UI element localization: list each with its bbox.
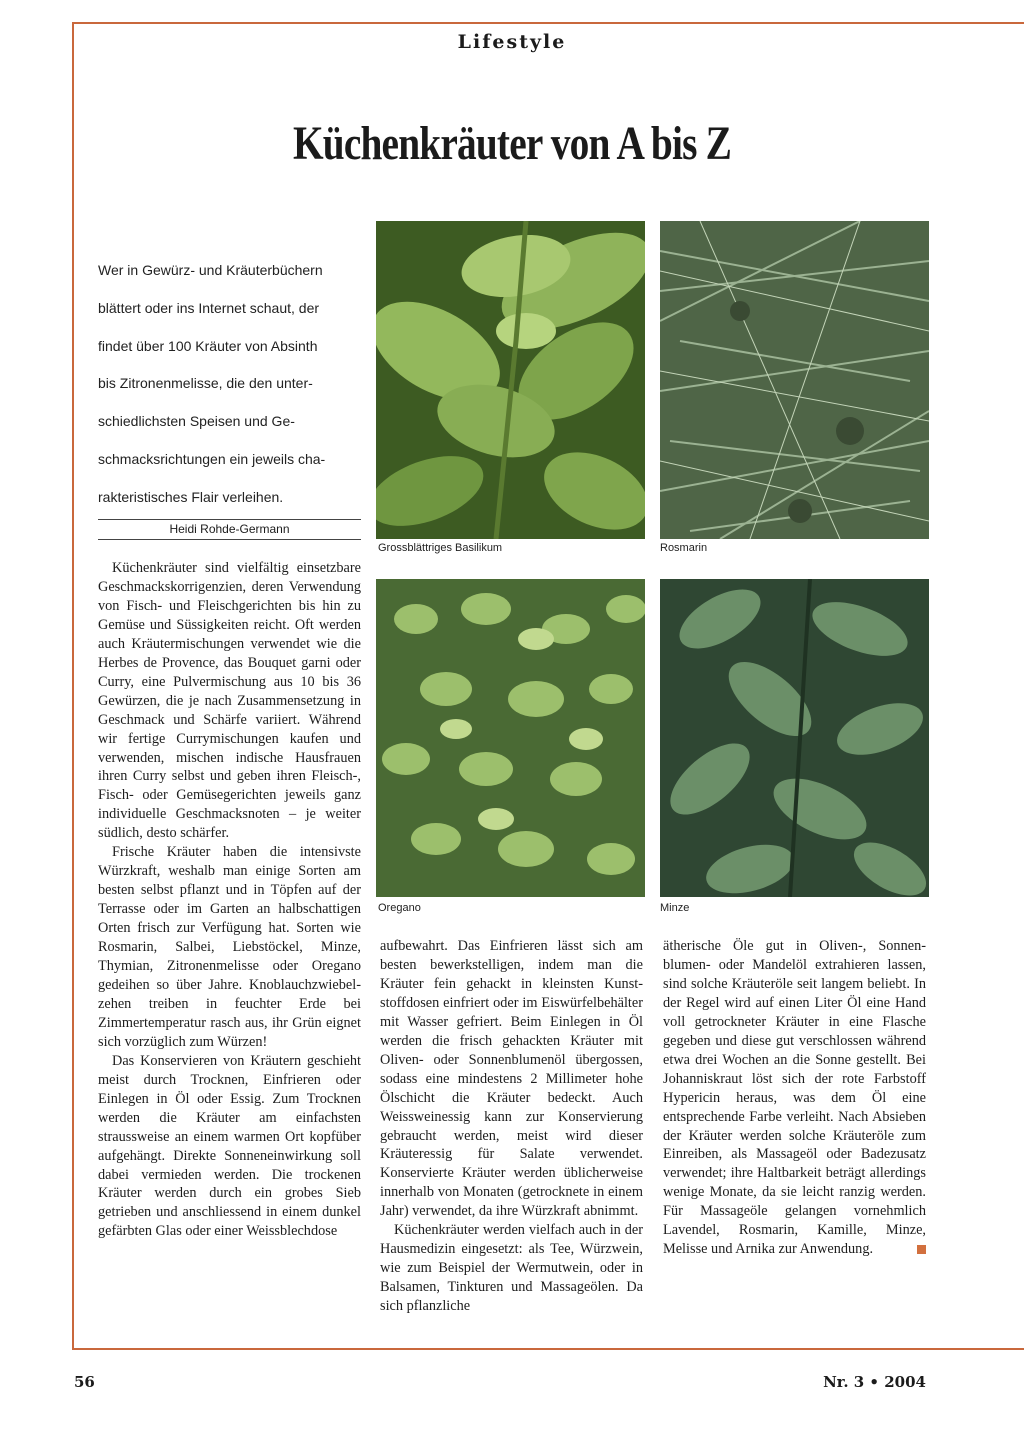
body-column-3 bbox=[663, 937, 926, 1259]
rosemary-caption: Rosmarin bbox=[660, 542, 708, 554]
lead-line: rakteristisches Flair verleihen. bbox=[98, 488, 284, 505]
body-paragraph: Küchenkräuter werden vielfach auch in der Hausmedizin eingesetzt: als Tee, Würzwein, wie zum Beispiel der Wermutwein, oder in Balsamen, Tinkturen und Massageölen. Da sich pflanzliche bbox=[380, 1222, 643, 1315]
basil-photo bbox=[376, 221, 645, 539]
body-column-2 bbox=[380, 937, 643, 1316]
page-number: 56 bbox=[74, 1373, 95, 1391]
mint-caption: Minze bbox=[660, 902, 690, 914]
author-rule-bottom bbox=[98, 539, 361, 540]
lead-paragraph bbox=[98, 252, 360, 517]
lead-line: bis Zitronenmelisse, die den unter- bbox=[98, 375, 313, 392]
lead-line: blättert oder ins Internet schaut, der bbox=[98, 299, 320, 316]
rosemary-photo bbox=[660, 221, 929, 539]
body-paragraph: Das Konservieren von Kräutern geschieht meist durch Trocknen, Einfrieren oder Einlegen in Öl oder Essig. Zum Trocknen werden die Kräuter am einfachsten straussweise an einem warmen Ort kopfüber aufgehängt. Direkte Sonneneinwirkung soll dabei vermieden werden. Die trockenen Kräuter werden durch ein grobes Sieb getrieben und anschliessend in einem dunkel gefärbten Glas oder einer Weissblechdose bbox=[98, 1052, 361, 1240]
author-rule-top bbox=[98, 519, 361, 520]
mint-photo bbox=[660, 579, 929, 897]
body-paragraph: Küchenkräuter sind vielfältig einsetzbare Geschmackskorrigenzien, deren Verwendung von Fisch- und Fleischgerichten bis hin zu Gemüse und Süssigkeiten reicht. Oft werden auch Kräutermischungen verwendet wie die Herbes de Provence, das Bouquet garni oder Curry, eine Pulvermischung aus 10 bis 36 Gewürzen, die je nach Zusammensetzung in Geschmack und Schärfe variiert. Während wir fertige Currymischungen kaufen und verwenden, mischen indische Hausfrauen ihren Curry selbst und geben ihren Fleisch-, Fisch- oder Gemüsegerichten jeweils ganz individuelle Geschmacksnoten – je weiter südlich, desto schärfer. bbox=[98, 560, 361, 842]
body-paragraph bbox=[663, 937, 926, 1259]
section-label: Lifestyle bbox=[457, 31, 567, 53]
end-mark bbox=[917, 1245, 926, 1254]
oregano-photo bbox=[376, 579, 645, 897]
body-paragraph: aufbewahrt. Das Einfrieren lässt sich am besten bewerkstelligen, indem man die Kräuter fein gehackt in kleinsten Kunststoffdosen einfriert oder im Eiswürfelbehälter mit Wasser gefriert. Beim Einlegen in Öl werden die frisch gehackten Kräuter mit Oliven- oder Sonnenblumenöl übergossen, sodass eine mindestens 2 Millimeter hohe Ölschicht die Kräuter bedeckt. Auch Weissweinessig kann zur Konservierung gebraucht werden, meist wird dieser Kräuteressig für Salate verwendet. Konservierte Kräuter werden üblicherweise innerhalb von Monaten (getrocknete in einem Jahr) verwendet, da ihre Würzkraft abnimmt. bbox=[380, 938, 643, 1220]
body-text: ätherische Öle gut in Oliven-, Sonnenblumen- oder Mandelöl extrahieren lassen, sind solche Kräuteröle seit langem beliebt. In der Regel wird auf einen Liter Öl eine Hand voll getrockneter Kräuter in eine Flasche gegeben und diese gut verschlossen während etwa drei Wochen an die Sonne gestellt. Bei Johanniskraut löst sich der rote Farbstoff Hypericin heraus, was dem Öl eine entsprechende Farbe verleiht. Nach Absieben der Kräuter werden solche Kräuteröle zum Einreiben, als Massageöl oder Badezusatz verwendet; ihre Haltbarkeit beträgt allerdings wenige Monate, da sie leicht ranzig werden. Für Massageöle gelangen vornehmlich Lavendel, Rosmarin, Kamille, Minze, Melisse und Arnika zur Anwendung. bbox=[663, 938, 926, 1258]
lead-line: schiedlichsten Speisen und Ge- bbox=[98, 413, 295, 430]
lead-line: schmacksrichtungen ein jeweils cha- bbox=[98, 450, 326, 467]
issue-label: Nr. 3 • 2004 bbox=[823, 1373, 926, 1391]
body-paragraph: Frische Kräuter haben die intensivste Würzkraft, weshalb man einige Sorten am besten selbst pflanzt und in Töpfen auf der Terrasse oder im Garten an halbschattigen Orten frisch zur Verfügung hat. Sorten wie Rosmarin, Salbei, Liebstöckel, Minze, Thymian, Zitronenmelisse oder Oregano gedeihen so über Jahre. Knoblauchzwiebelzehen treiben in feuchter Erde bei Zimmertemperatur rasch aus, ihr Grün eignet sich vorzüglich zum Würzen! bbox=[98, 844, 361, 1050]
lead-line: findet über 100 Kräuter von Absinth bbox=[98, 337, 318, 354]
lead-line: Wer in Gewürz- und Kräuterbüchern bbox=[98, 262, 323, 278]
oregano-caption: Oregano bbox=[378, 902, 421, 914]
article-title: Küchenkräuter von A bis Z bbox=[292, 117, 732, 170]
basil-caption: Grossblättriges Basilikum bbox=[378, 542, 503, 554]
body-column-1 bbox=[98, 559, 361, 1241]
author-byline: Heidi Rohde-Germann bbox=[169, 522, 290, 536]
